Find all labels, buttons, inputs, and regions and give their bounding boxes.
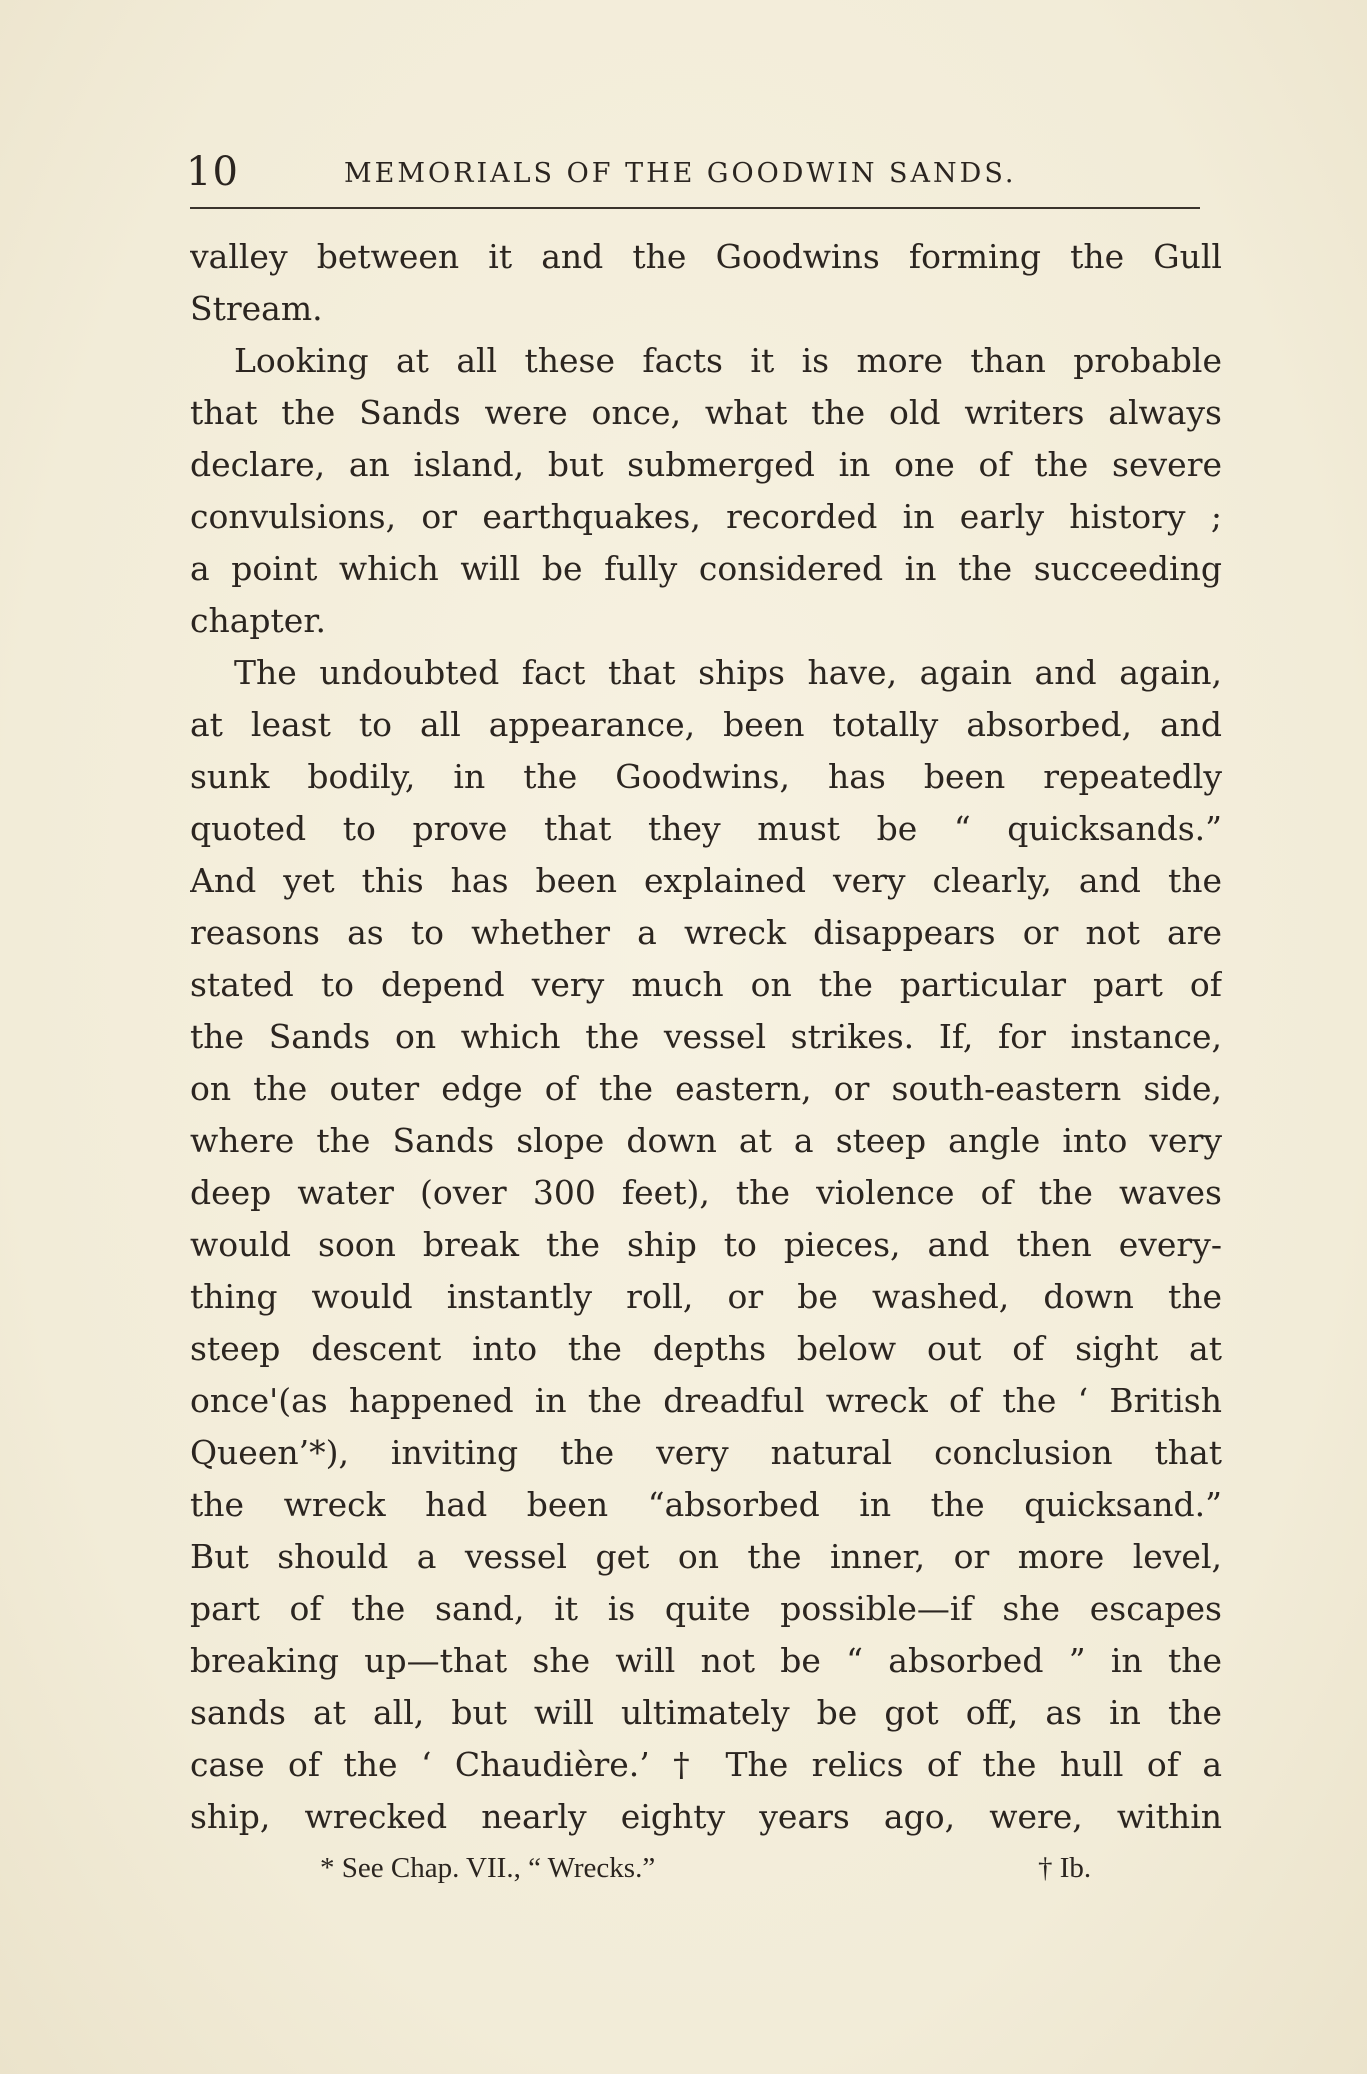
text-line: where the Sands slope down at a steep angle into very (190, 1121, 1222, 1160)
text-line: once'(as happened in the dreadful wreck of the ‘ British (190, 1381, 1222, 1420)
text-line: Queen’*), inviting the very natural conclusion that (190, 1433, 1222, 1472)
footnote-chap-vii: * See Chap. VII., “ Wrecks.” (320, 1852, 656, 1884)
text-line: valley between it and the Goodwins forming the Gull (190, 237, 1222, 276)
text-line: thing would instantly roll, or be washed, down the (190, 1277, 1222, 1316)
text-line: deep water (over 300 feet), the violence of the waves (190, 1173, 1222, 1212)
text-line: reasons as to whether a wreck disappears or not are (190, 913, 1222, 952)
text-line: Looking at all these facts it is more than probable (234, 341, 1222, 380)
body-text (190, 231, 1222, 1843)
text-line: sunk bodily, in the Goodwins, has been repeatedly (190, 757, 1222, 796)
text-line: the Sands on which the vessel strikes. If, for instance, (190, 1017, 1222, 1056)
text-line: quoted to prove that they must be “ quicksands.” (190, 809, 1222, 848)
text-line: ship, wrecked nearly eighty years ago, were, within (190, 1797, 1222, 1836)
text-line: at least to all appearance, been totally absorbed, and (190, 705, 1222, 744)
header-rule (190, 207, 1200, 209)
text-line: But should a vessel get on the inner, or more level, (190, 1537, 1222, 1576)
text-line: convulsions, or earthquakes, recorded in early history ; (190, 497, 1222, 536)
running-title: MEMORIALS OF THE GOODWIN SANDS. (344, 158, 1017, 189)
text-line: steep descent into the depths below out of sight at (190, 1329, 1222, 1368)
text-line: the wreck had been “absorbed in the quicksand.” (190, 1485, 1222, 1524)
text-line: part of the sand, it is quite possible—if she escapes (190, 1589, 1222, 1628)
text-line: that the Sands were once, what the old writers always (190, 393, 1222, 432)
footnotes (320, 1848, 1120, 1888)
text-line: chapter. (190, 601, 326, 640)
text-line: a point which will be fully considered in the succeeding (190, 549, 1222, 588)
running-head (186, 148, 1206, 196)
footnote-ibid: † Ib. (1038, 1852, 1092, 1884)
text-line: declare, an island, but submerged in one of the severe (190, 445, 1222, 484)
text-line: The undoubted fact that ships have, again and again, (234, 653, 1222, 692)
text-line: stated to depend very much on the particular part of (190, 965, 1222, 1004)
page-number: 10 (186, 149, 239, 195)
text-line: on the outer edge of the eastern, or south-eastern side, (190, 1069, 1222, 1108)
text-line: sands at all, but will ultimately be got off, as in the (190, 1693, 1222, 1732)
text-line: breaking up—that she will not be “ absorbed ” in the (190, 1641, 1222, 1680)
text-line: would soon break the ship to pieces, and then every- (190, 1225, 1222, 1264)
text-line: case of the ‘ Chaudière.’ † The relics of the hull of a (190, 1745, 1222, 1784)
text-line: And yet this has been explained very clearly, and the (190, 861, 1222, 900)
text-line: Stream. (190, 289, 323, 328)
